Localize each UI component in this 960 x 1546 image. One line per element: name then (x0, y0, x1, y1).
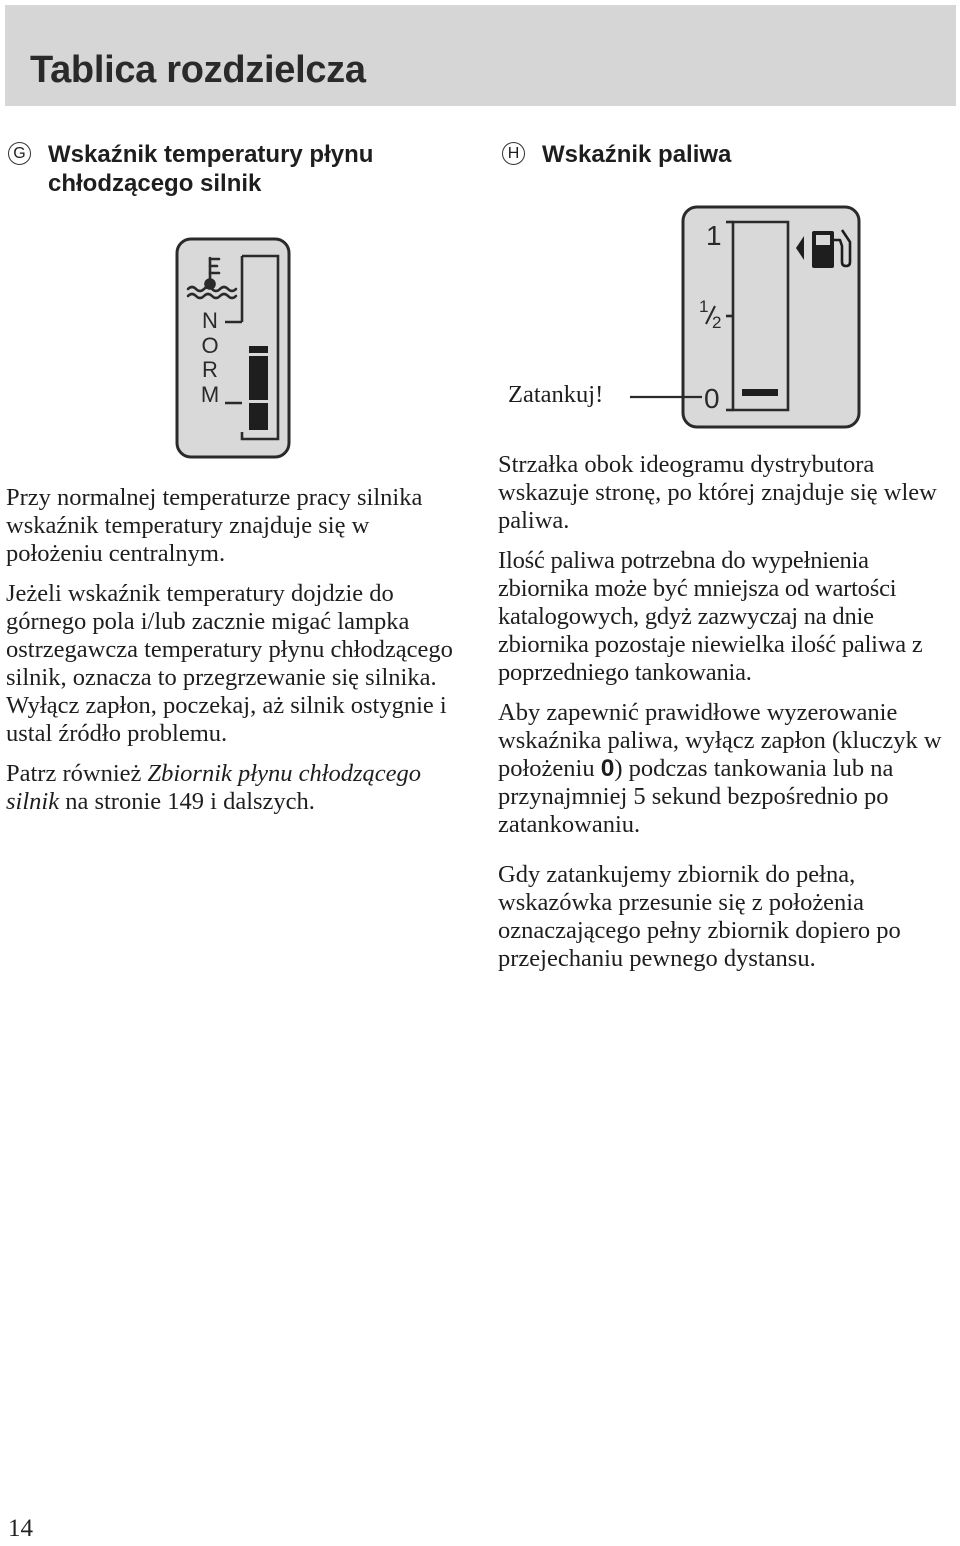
fuel-needle-segment (742, 389, 778, 396)
norm-letter-n: N (202, 308, 218, 333)
temperature-segment-bottom (249, 403, 268, 430)
section-h-paragraph-3-suffix: ) podczas tankowania lub na przynajmniej 5 sekund bezpośrednio po zatankowaniu. (498, 755, 894, 838)
refuel-callout-line (630, 392, 702, 402)
section-g-title-line1: Wskaźnik temperatury płynu (48, 141, 374, 168)
page-number: 14 (8, 1515, 33, 1542)
page-title: Tablica rozdzielcza (30, 49, 366, 91)
temperature-segment-top (249, 346, 268, 353)
temperature-segment-center (249, 356, 268, 400)
section-h-heading (502, 140, 922, 169)
fuel-label-empty: 0 (704, 383, 720, 414)
fuel-label-half-den: 2 (712, 313, 722, 332)
section-g-title (48, 140, 373, 198)
norm-letter-o: O (201, 333, 219, 358)
fuel-gauge (676, 200, 866, 432)
fuel-label-full: 1 (706, 220, 722, 251)
section-h-paragraph-3-prefix: Aby zapewnić prawidłowe wyzerowanie wskaźnika paliwa, wyłącz zapłon (kluczyk w położeniu (498, 699, 942, 782)
section-h-letter: H (502, 142, 525, 165)
norm-letter-r: R (202, 357, 218, 382)
section-g-paragraph-2: Jeżeli wskaźnik temperatury dojdzie do górnego pola i/lub zacznie migać lampka ostrzegawcza temperatury płynu chłodzącego silnik, oznacza to przegrzewanie się silnika. Wyłącz zapłon, poczekaj, aż silnik ostygnie i ustal źródło problemu. (6, 580, 453, 747)
section-g-paragraph-1: Przy normalnej temperaturze pracy silnika wskaźnik temperatury znajduje się w położeniu centralnym. (6, 484, 423, 567)
section-h-text (498, 451, 960, 985)
section-h-paragraph-2: Ilość paliwa potrzebna do wypełnienia zbiornika może być mniejsza od wartości katalogowych, gdyż zazwyczaj na dnie zbiornika pozostaje niewielka ilość paliwa z poprzedniego tankowania. (498, 547, 923, 686)
section-g-heading (8, 140, 468, 198)
ignition-key-position: 0 (600, 755, 615, 782)
section-h-paragraph-3 (498, 699, 960, 839)
temperature-gauge (170, 232, 296, 462)
section-g-paragraph-3 (6, 760, 471, 816)
refuel-callout: Zatankuj! (508, 381, 604, 408)
section-h-paragraph-4: Gdy zatankujemy zbiornik do pełna, wskazówka przesunie się z położenia oznaczającego pełny zbiornik dopiero po przejechaniu pewnego dystansu. (498, 861, 901, 972)
section-g-letter: G (8, 142, 31, 165)
section-g-title-line2: chłodzącego silnik (48, 170, 262, 197)
norm-letter-m: M (200, 382, 220, 407)
section-g-text (6, 484, 471, 828)
section-g-paragraph-3-suffix: na stronie 149 i dalszych. (59, 788, 315, 815)
section-g-paragraph-3-prefix: Patrz również (6, 760, 148, 787)
coolant-reservoir-reference-link: Zbiornik płynu chłodzącego silnik (6, 760, 422, 815)
section-h-paragraph-1: Strzałka obok ideogramu dystrybutora wskazuje stronę, po której znajduje się wlew paliwa. (498, 451, 937, 534)
fuel-label-half-num: 1 (699, 297, 709, 316)
section-h-title: Wskaźnik paliwa (542, 141, 732, 168)
